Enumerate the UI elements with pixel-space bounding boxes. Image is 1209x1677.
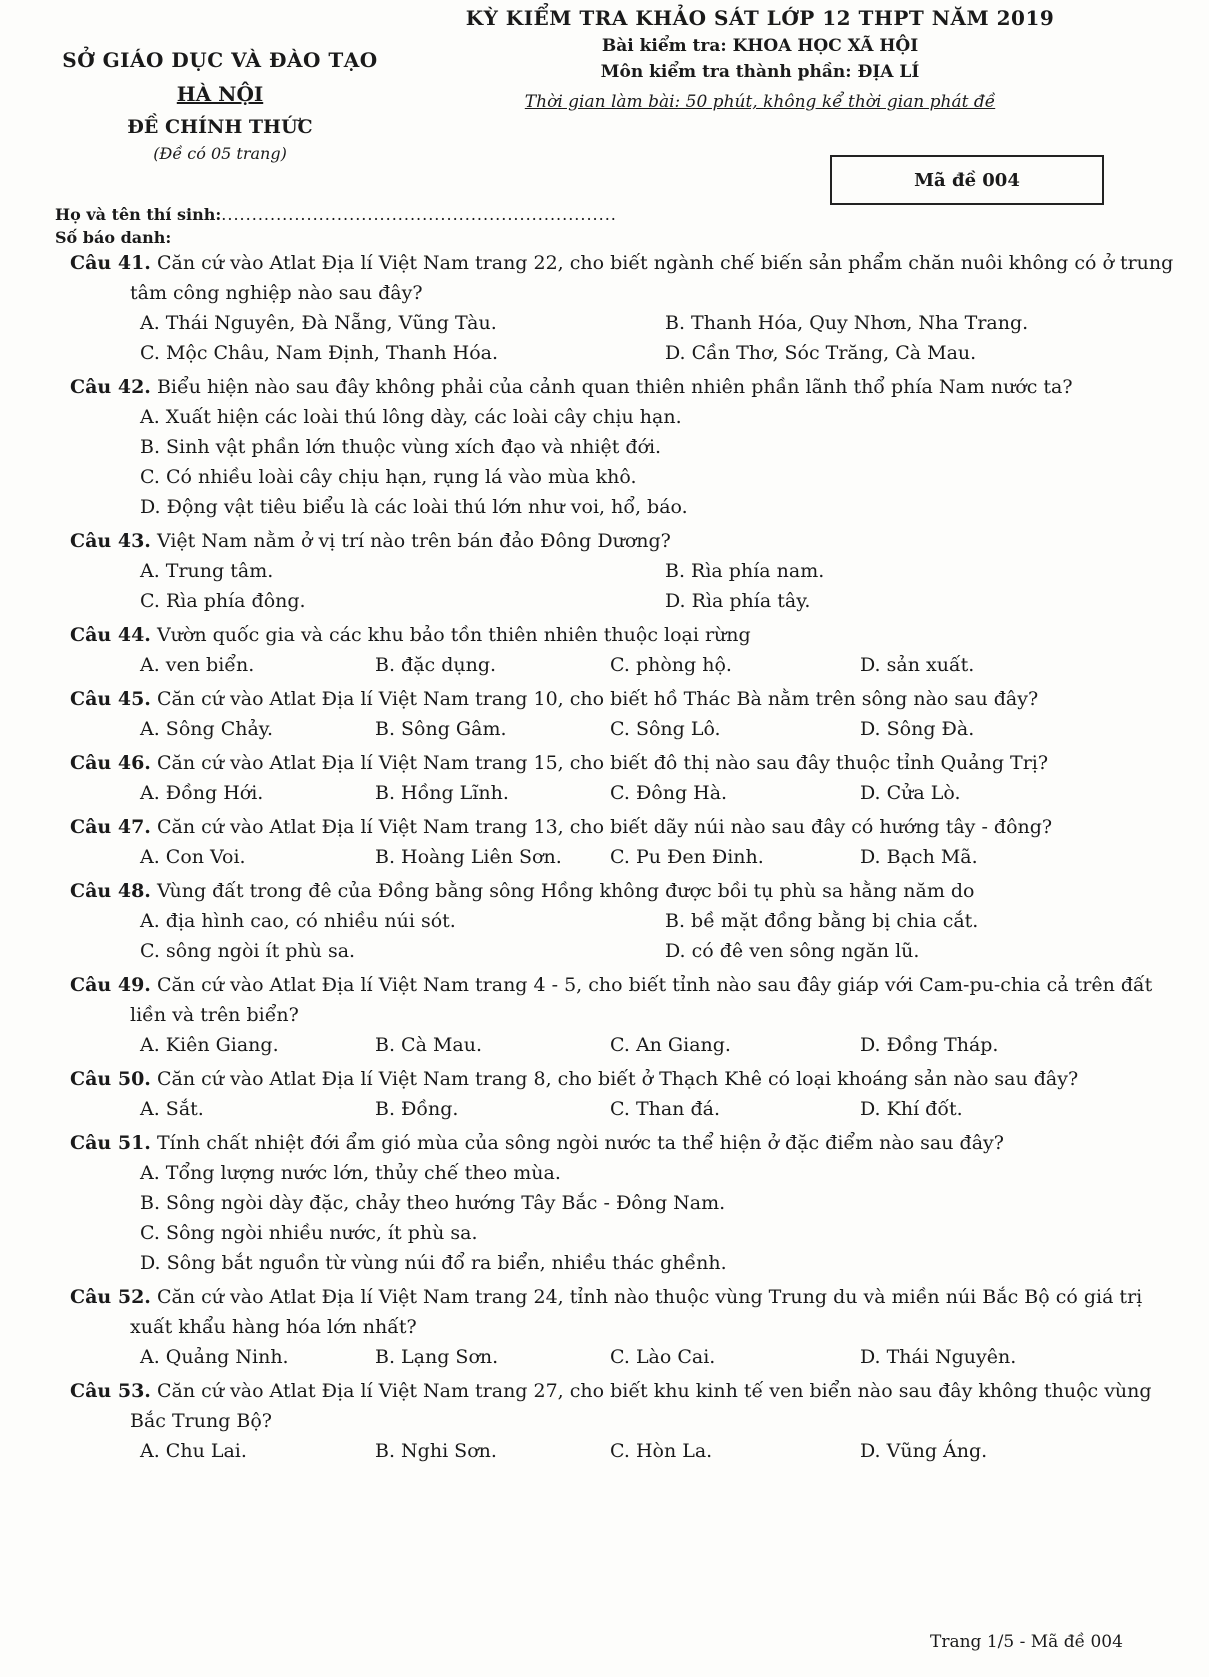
question-number: Câu 44. <box>70 624 151 646</box>
answer-option: A. Chu Lai. <box>140 1440 247 1462</box>
answer-option: B. Đồng. <box>375 1098 459 1120</box>
question-stem <box>70 684 1190 714</box>
answer-option: A. Sông Chảy. <box>140 718 274 740</box>
question-stem <box>70 812 1190 842</box>
question <box>70 620 1190 680</box>
answer-option: D. Khí đốt. <box>860 1098 963 1120</box>
answer-option: D. sản xuất. <box>860 654 975 676</box>
candidate-id-label: Số báo danh: <box>55 228 172 247</box>
answer-option: D. Vũng Áng. <box>860 1440 988 1462</box>
answer-options <box>70 842 1190 872</box>
pages-note: (Đề có 05 trang) <box>153 144 287 163</box>
answer-option: B. Lạng Sơn. <box>375 1346 499 1368</box>
question-stem <box>70 372 1190 402</box>
question-list <box>70 248 1190 1470</box>
answer-option: D. Cần Thơ, Sóc Trăng, Cà Mau. <box>665 342 977 364</box>
question <box>70 372 1190 522</box>
answer-option: D. Bạch Mã. <box>860 846 978 868</box>
answer-options <box>70 650 1190 680</box>
answer-option: C. Than đá. <box>610 1098 720 1120</box>
test-name: Bài kiểm tra: KHOA HỌC XÃ HỘI <box>601 36 919 56</box>
answer-options <box>70 1030 1190 1060</box>
answer-option: A. Kiên Giang. <box>140 1034 279 1056</box>
exam-title: KỲ KIỂM TRA KHẢO SÁT LỚP 12 THPT NĂM 2019 <box>465 6 1055 30</box>
answer-option: C. Hòn La. <box>610 1440 713 1462</box>
answer-option: B. Hồng Lĩnh. <box>375 782 509 804</box>
answer-option: D. Cửa Lò. <box>860 782 961 804</box>
answer-option: B. Sông Gâm. <box>375 718 507 740</box>
question-stem <box>70 970 1190 1030</box>
answer-option: B. Sông ngòi dày đặc, chảy theo hướng Tây Bắc - Đông Nam. <box>140 1192 726 1214</box>
exam-code: Mã đề 004 <box>914 169 1020 191</box>
answer-option: A. ven biển. <box>140 654 255 676</box>
page-footer: Trang 1/5 - Mã đề 004 <box>930 1632 1123 1652</box>
question-text: Căn cứ vào Atlat Địa lí Việt Nam trang 27, cho biết khu kinh tế ven biển nào sau đây không thuộc vùng Bắc Trung Bộ? <box>130 1380 1152 1432</box>
question-stem <box>70 1064 1190 1094</box>
question-text: Việt Nam nằm ở vị trí nào trên bán đảo Đông Dương? <box>150 530 671 552</box>
question-number: Câu 51. <box>70 1132 151 1154</box>
answer-option: B. bề mặt đồng bằng bị chia cắt. <box>665 910 979 932</box>
question-stem <box>70 1376 1190 1436</box>
candidate-id-line <box>55 228 171 247</box>
answer-option: B. Hoàng Liên Sơn. <box>375 846 562 868</box>
question-number: Câu 49. <box>70 974 151 996</box>
answer-option: D. Động vật tiêu biểu là các loài thú lớn như voi, hổ, báo. <box>140 496 688 518</box>
answer-option: C. Đông Hà. <box>610 782 728 804</box>
question <box>70 748 1190 808</box>
question <box>70 248 1190 368</box>
answer-option: B. Sinh vật phần lớn thuộc vùng xích đạo và nhiệt đới. <box>140 436 662 458</box>
question <box>70 812 1190 872</box>
question-number: Câu 45. <box>70 688 151 710</box>
question-text: Vườn quốc gia và các khu bảo tồn thiên nhiên thuộc loại rừng <box>150 624 751 646</box>
answer-options <box>70 1094 1190 1124</box>
question-text: Căn cứ vào Atlat Địa lí Việt Nam trang 10, cho biết hồ Thác Bà nằm trên sông nào sau đây? <box>150 688 1039 710</box>
question-text: Vùng đất trong đê của Đồng bằng sông Hồng không được bồi tụ phù sa hằng năm do <box>150 880 975 902</box>
answer-option: D. Sông Đà. <box>860 718 975 740</box>
answer-option: B. đặc dụng. <box>375 654 497 676</box>
answer-option: B. Rìa phía nam. <box>665 560 825 582</box>
answer-option: C. An Giang. <box>610 1034 731 1056</box>
official-label: ĐỀ CHÍNH THỨC <box>127 116 313 138</box>
answer-option: C. Lào Cai. <box>610 1346 716 1368</box>
answer-option: C. Sông ngòi nhiều nước, ít phù sa. <box>140 1222 478 1244</box>
question <box>70 526 1190 616</box>
answer-option: D. Đồng Tháp. <box>860 1034 999 1056</box>
answer-option: B. Nghi Sơn. <box>375 1440 497 1462</box>
answer-option: A. Thái Nguyên, Đà Nẵng, Vũng Tàu. <box>140 312 497 334</box>
answer-option: A. Trung tâm. <box>140 560 274 582</box>
question <box>70 1376 1190 1466</box>
question-stem <box>70 876 1190 906</box>
question-stem <box>70 748 1190 778</box>
answer-option: C. sông ngòi ít phù sa. <box>140 940 356 962</box>
answer-options <box>70 906 1190 966</box>
answer-options <box>70 402 1190 522</box>
answer-option: A. Đồng Hới. <box>140 782 264 804</box>
question-stem <box>70 526 1190 556</box>
question-stem <box>70 1128 1190 1158</box>
question-stem <box>70 620 1190 650</box>
question <box>70 1064 1190 1124</box>
answer-option: C. Sông Lô. <box>610 718 721 740</box>
answer-option: A. Quảng Ninh. <box>140 1346 289 1368</box>
question-text: Căn cứ vào Atlat Địa lí Việt Nam trang 22, cho biết ngành chế biến sản phẩm chăn nuôi không có ở trung tâm công nghiệp nào sau đây? <box>130 252 1174 304</box>
question-number: Câu 47. <box>70 816 151 838</box>
answer-options <box>70 1158 1190 1278</box>
answer-options <box>70 1436 1190 1466</box>
question <box>70 876 1190 966</box>
answer-option: B. Cà Mau. <box>375 1034 483 1056</box>
exam-code-box <box>830 155 1104 205</box>
header-left <box>55 48 385 163</box>
question-number: Câu 43. <box>70 530 151 552</box>
answer-option: B. Thanh Hóa, Quy Nhơn, Nha Trang. <box>665 312 1029 334</box>
answer-option: C. Rìa phía đông. <box>140 590 306 612</box>
question-text: Căn cứ vào Atlat Địa lí Việt Nam trang 24, tỉnh nào thuộc vùng Trung du và miền núi Bắc Bộ có giá trị xuất khẩu hàng hóa lớn nhất? <box>130 1286 1143 1338</box>
answer-option: A. địa hình cao, có nhiều núi sót. <box>140 910 456 932</box>
answer-option: D. Rìa phía tây. <box>665 590 811 612</box>
answer-options <box>70 1342 1190 1372</box>
question-number: Câu 53. <box>70 1380 151 1402</box>
answer-options <box>70 778 1190 808</box>
city-name: HÀ NỘI <box>176 82 264 106</box>
answer-options <box>70 556 1190 616</box>
question-text: Căn cứ vào Atlat Địa lí Việt Nam trang 13, cho biết dãy núi nào sau đây có hướng tây - đông? <box>150 816 1053 838</box>
answer-option: D. Sông bắt nguồn từ vùng núi đổ ra biển, nhiều thác ghềnh. <box>140 1252 727 1274</box>
question <box>70 684 1190 744</box>
answer-option: C. Pu Đen Đinh. <box>610 846 764 868</box>
question-text: Tính chất nhiệt đới ẩm gió mùa của sông ngòi nước ta thể hiện ở đặc điểm nào sau đây? <box>150 1132 1004 1154</box>
answer-option: D. có đê ven sông ngăn lũ. <box>665 940 920 962</box>
question-number: Câu 46. <box>70 752 151 774</box>
question-number: Câu 52. <box>70 1286 151 1308</box>
answer-option: C. phòng hộ. <box>610 654 732 676</box>
question <box>70 1128 1190 1278</box>
answer-option: A. Con Voi. <box>140 846 246 868</box>
question-number: Câu 48. <box>70 880 151 902</box>
question-number: Câu 50. <box>70 1068 151 1090</box>
candidate-name-dots: ................................................................. <box>221 205 617 224</box>
answer-option: A. Tổng lượng nước lớn, thủy chế theo mùa. <box>140 1162 561 1184</box>
question-stem <box>70 1282 1190 1342</box>
answer-options <box>70 308 1190 368</box>
question-number: Câu 41. <box>70 252 151 274</box>
candidate-name-line <box>55 205 617 224</box>
question-text: Căn cứ vào Atlat Địa lí Việt Nam trang 15, cho biết đô thị nào sau đây thuộc tỉnh Quảng Trị? <box>150 752 1049 774</box>
department-name: SỞ GIÁO DỤC VÀ ĐÀO TẠO <box>62 48 378 72</box>
time-note: Thời gian làm bài: 50 phút, không kể thời gian phát đề <box>524 92 996 112</box>
header-right <box>440 6 1080 112</box>
question <box>70 970 1190 1060</box>
answer-option: C. Mộc Châu, Nam Định, Thanh Hóa. <box>140 342 499 364</box>
question-stem <box>70 248 1190 308</box>
answer-options <box>70 714 1190 744</box>
subject-name: Môn kiểm tra thành phần: ĐỊA LÍ <box>600 62 920 82</box>
question <box>70 1282 1190 1372</box>
answer-option: A. Sắt. <box>140 1098 204 1120</box>
question-text: Biểu hiện nào sau đây không phải của cảnh quan thiên nhiên phần lãnh thổ phía Nam nước ta? <box>150 376 1073 398</box>
answer-option: D. Thái Nguyên. <box>860 1346 1017 1368</box>
question-text: Căn cứ vào Atlat Địa lí Việt Nam trang 4 - 5, cho biết tỉnh nào sau đây giáp với Cam-pu-chia cả trên đất liền và trên biển? <box>130 974 1153 1026</box>
answer-option: A. Xuất hiện các loài thú lông dày, các loài cây chịu hạn. <box>140 406 682 428</box>
question-number: Câu 42. <box>70 376 151 398</box>
candidate-name-label: Họ và tên thí sinh: <box>55 205 222 224</box>
answer-option: C. Có nhiều loài cây chịu hạn, rụng lá vào mùa khô. <box>140 466 637 488</box>
question-text: Căn cứ vào Atlat Địa lí Việt Nam trang 8, cho biết ở Thạch Khê có loại khoáng sản nào sau đây? <box>150 1068 1079 1090</box>
